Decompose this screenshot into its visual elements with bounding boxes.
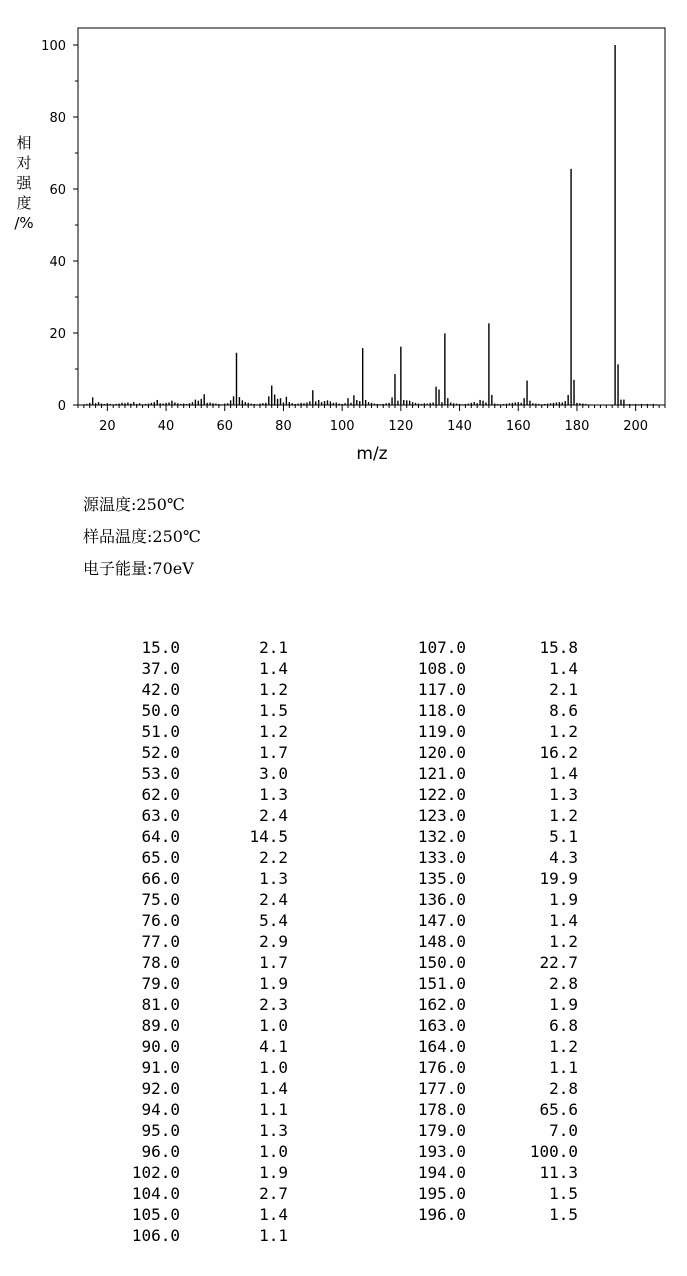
peak-intensity: 4.1: [259, 1037, 288, 1056]
peak-mz: 63.0: [141, 806, 180, 825]
peak-intensity: 1.2: [549, 932, 578, 951]
peak-intensity: 1.5: [549, 1205, 578, 1224]
peak-mz: 164.0: [417, 1037, 466, 1056]
y-axis-title-char: 相: [16, 134, 32, 152]
peak-mz: 104.0: [131, 1184, 180, 1203]
peak-intensity: 1.2: [259, 680, 288, 699]
peak-intensity: 7.0: [549, 1121, 578, 1140]
peak-mz: 79.0: [141, 974, 180, 993]
x-tick-label: 80: [275, 419, 292, 434]
source-temperature: 源温度:250℃: [83, 495, 185, 514]
peak-mz: 92.0: [141, 1079, 180, 1098]
x-tick-label: 100: [329, 419, 355, 434]
peak-intensity: 2.8: [549, 974, 578, 993]
peak-mz: 136.0: [417, 890, 466, 909]
peak-mz: 15.0: [141, 638, 180, 657]
peak-mz: 118.0: [417, 701, 466, 720]
peak-intensity: 22.7: [539, 953, 578, 972]
peak-mz: 52.0: [141, 743, 180, 762]
peak-intensity: 1.9: [259, 1163, 288, 1182]
peak-mz: 162.0: [417, 995, 466, 1014]
peak-mz: 178.0: [417, 1100, 466, 1119]
y-axis-title-char: 强: [16, 174, 32, 192]
peak-intensity: 2.8: [549, 1079, 578, 1098]
y-axis-title-char: /%: [14, 214, 34, 232]
peak-intensity: 1.3: [259, 1121, 288, 1140]
peak-intensity: 14.5: [249, 827, 288, 846]
peak-mz: 94.0: [141, 1100, 180, 1119]
x-axis: [78, 405, 665, 434]
peak-mz: 121.0: [417, 764, 466, 783]
peak-mz: 135.0: [417, 869, 466, 888]
peak-mz: 123.0: [417, 806, 466, 825]
peak-intensity: 1.3: [549, 785, 578, 804]
peak-intensity: 65.6: [539, 1100, 578, 1119]
peak-table-left-intensity: [230, 637, 288, 1246]
peak-intensity: 16.2: [539, 743, 578, 762]
peak-mz: 133.0: [417, 848, 466, 867]
x-tick-label: 40: [157, 419, 175, 434]
peak-table-right-intensity: [510, 637, 578, 1225]
peak-intensity: 1.4: [259, 1205, 288, 1224]
peak-mz: 151.0: [417, 974, 466, 993]
peak-mz: 89.0: [141, 1016, 180, 1035]
peak-mz: 195.0: [417, 1184, 466, 1203]
peak-mz: 50.0: [141, 701, 180, 720]
y-axis: [41, 39, 78, 414]
peak-mz: 64.0: [141, 827, 180, 846]
peak-intensity: 1.5: [259, 701, 288, 720]
peak-intensity: 2.3: [259, 995, 288, 1014]
electron-energy: 电子能量:70eV: [83, 559, 194, 578]
peak-intensity: 1.0: [259, 1058, 288, 1077]
peak-mz: 76.0: [141, 911, 180, 930]
peak-intensity: 1.0: [259, 1142, 288, 1161]
peak-mz: 196.0: [417, 1205, 466, 1224]
peak-intensity: 1.4: [259, 1079, 288, 1098]
y-tick-label: 0: [57, 399, 66, 414]
x-tick-label: 20: [99, 419, 116, 434]
peak-intensity: 2.4: [259, 806, 288, 825]
peak-intensity: 1.3: [259, 869, 288, 888]
peak-intensity: 2.2: [259, 848, 288, 867]
peak-intensity: 1.4: [259, 659, 288, 678]
y-tick-label: 100: [41, 39, 66, 54]
x-tick-label: 60: [216, 419, 234, 434]
peak-mz: 150.0: [417, 953, 466, 972]
plot-frame: [78, 28, 665, 405]
peak-intensity: 1.4: [549, 911, 578, 930]
sample-temperature: 样品温度:250℃: [83, 527, 201, 546]
x-tick-label: 200: [623, 419, 649, 434]
peak-intensity: 1.3: [259, 785, 288, 804]
x-tick-label: 120: [388, 419, 414, 434]
peak-mz: 78.0: [141, 953, 180, 972]
x-tick-label: 140: [447, 419, 472, 434]
y-axis-title-char: 对: [16, 154, 32, 172]
peak-intensity: 1.2: [549, 1037, 578, 1056]
peak-intensity: 2.4: [259, 890, 288, 909]
peak-intensity: 8.6: [549, 701, 578, 720]
peak-intensity: 15.8: [539, 638, 578, 657]
peak-intensity: 100.0: [529, 1142, 578, 1161]
peak-intensity: 5.1: [549, 827, 578, 846]
peak-intensity: 1.2: [259, 722, 288, 741]
peak-mz: 102.0: [131, 1163, 180, 1182]
mass-spectrum-chart: [0, 0, 687, 470]
peak-mz: 179.0: [417, 1121, 466, 1140]
peak-intensity: 1.2: [549, 806, 578, 825]
peak-mz: 107.0: [417, 638, 466, 657]
peak-intensity: 2.1: [259, 638, 288, 657]
peak-mz: 147.0: [417, 911, 466, 930]
peak-mz: 122.0: [417, 785, 466, 804]
peak-mz: 66.0: [141, 869, 180, 888]
y-tick-label: 40: [49, 255, 66, 270]
peak-mz: 65.0: [141, 848, 180, 867]
x-axis-title: m/z: [356, 444, 388, 464]
peak-intensity: 1.9: [549, 995, 578, 1014]
peak-intensity: 1.7: [259, 953, 288, 972]
peak-mz: 51.0: [141, 722, 180, 741]
y-axis-title-char: 度: [16, 194, 32, 212]
peak-intensity: 1.9: [549, 890, 578, 909]
peak-intensity: 19.9: [539, 869, 578, 888]
peak-mz: 132.0: [417, 827, 466, 846]
peak-intensity: 1.5: [549, 1184, 578, 1203]
peak-mz: 91.0: [141, 1058, 180, 1077]
peak-mz: 193.0: [417, 1142, 466, 1161]
peak-table-right-mz: [396, 637, 466, 1225]
peak-mz: 106.0: [131, 1226, 180, 1245]
peak-mz: 176.0: [417, 1058, 466, 1077]
peak-mz: 81.0: [141, 995, 180, 1014]
peak-intensity: 1.4: [549, 659, 578, 678]
peak-mz: 108.0: [417, 659, 466, 678]
peak-mz: 53.0: [141, 764, 180, 783]
peak-intensity: 6.8: [549, 1016, 578, 1035]
peak-intensity: 3.0: [259, 764, 288, 783]
peak-intensity: 1.9: [259, 974, 288, 993]
peak-mz: 96.0: [141, 1142, 180, 1161]
peak-intensity: 1.7: [259, 743, 288, 762]
peak-mz: 90.0: [141, 1037, 180, 1056]
peak-intensity: 11.3: [539, 1163, 578, 1182]
peak-mz: 77.0: [141, 932, 180, 951]
peaks: [93, 45, 624, 405]
peak-intensity: 4.3: [549, 848, 578, 867]
peak-mz: 42.0: [141, 680, 180, 699]
peak-mz: 75.0: [141, 890, 180, 909]
y-tick-label: 60: [49, 183, 66, 198]
peak-mz: 177.0: [417, 1079, 466, 1098]
peak-intensity: 1.1: [259, 1226, 288, 1245]
peak-mz: 62.0: [141, 785, 180, 804]
y-tick-label: 80: [49, 111, 66, 126]
peak-intensity: 2.9: [259, 932, 288, 951]
peak-mz: 105.0: [131, 1205, 180, 1224]
y-tick-label: 20: [49, 327, 66, 342]
peak-mz: 119.0: [417, 722, 466, 741]
peak-intensity: 1.4: [549, 764, 578, 783]
peak-intensity: 1.1: [259, 1100, 288, 1119]
x-tick-label: 180: [564, 419, 590, 434]
y-axis-title: [14, 134, 33, 232]
peak-intensity: 1.1: [549, 1058, 578, 1077]
peak-mz: 95.0: [141, 1121, 180, 1140]
peak-mz: 148.0: [417, 932, 466, 951]
peak-intensity: 2.1: [549, 680, 578, 699]
peak-mz: 37.0: [141, 659, 180, 678]
peak-mz: 163.0: [417, 1016, 466, 1035]
peak-intensity: 1.2: [549, 722, 578, 741]
peak-mz: 194.0: [417, 1163, 466, 1182]
x-tick-label: 160: [505, 419, 531, 434]
peak-intensity: 2.7: [259, 1184, 288, 1203]
peak-intensity: 1.0: [259, 1016, 288, 1035]
peak-table-left-mz: [110, 637, 180, 1246]
peak-intensity: 5.4: [259, 911, 288, 930]
peak-mz: 120.0: [417, 743, 466, 762]
peak-mz: 117.0: [417, 680, 466, 699]
